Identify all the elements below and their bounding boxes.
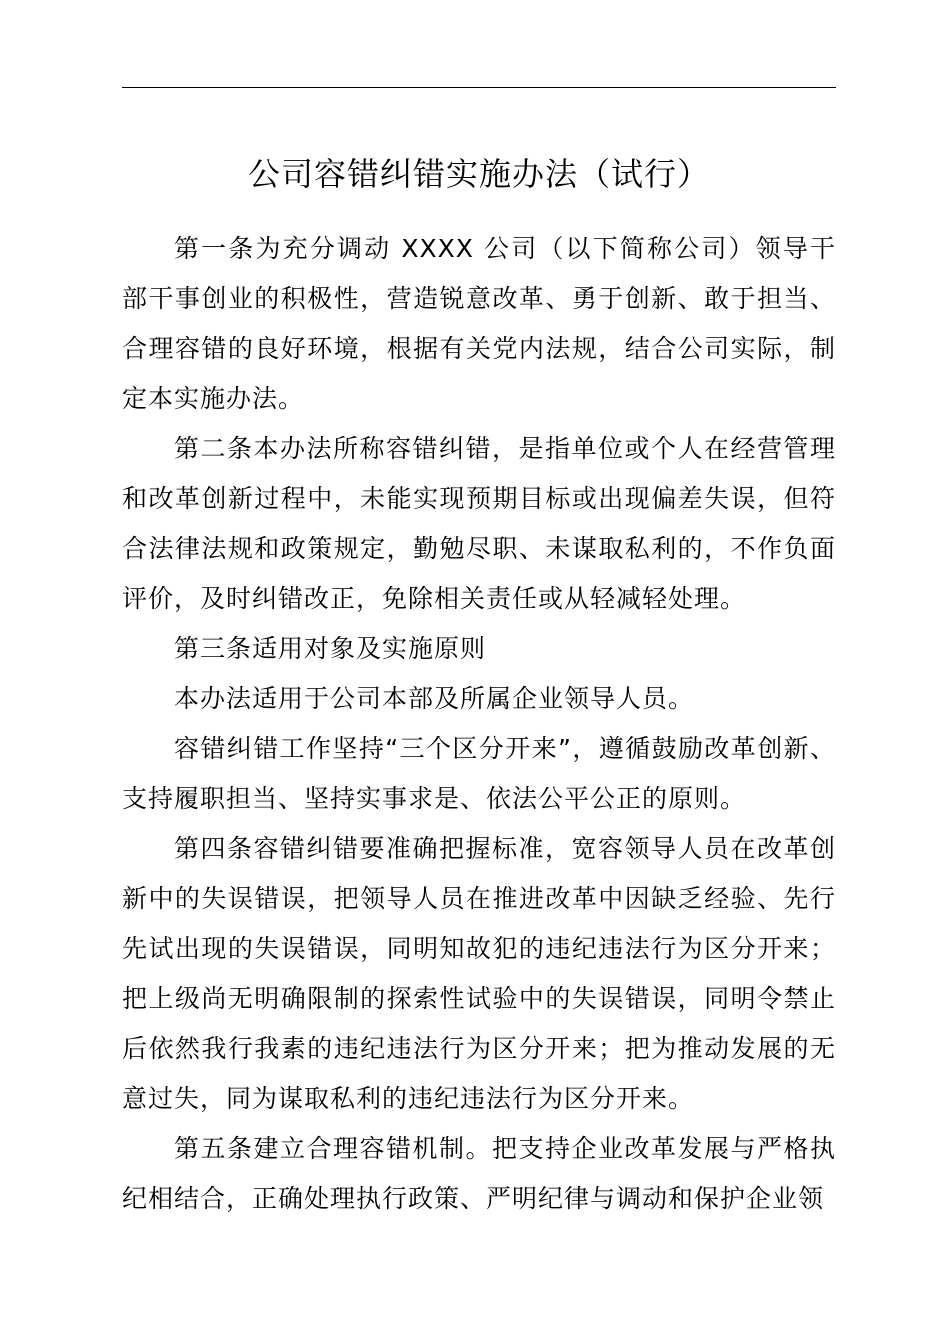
document-title: 公司容错纠错实施办法（试行） <box>247 155 710 193</box>
article-3-principles-paragraph: 容错纠错工作坚持“三个区分开来”，遵循鼓励改革创新、支持履职担当、坚持实事求是、依法公平公正的原则。 <box>122 734 836 813</box>
header-rule <box>122 87 836 88</box>
article-3-scope-paragraph: 本办法适用于公司本部及所属企业领导人员。 <box>174 684 695 713</box>
article-1-paragraph: 第一条为充分调动 XXXX 公司（以下简称公司）领导干部干事创业的积极性，营造锐意改革、勇于创新、敢于担当、合理容错的良好环境，根据有关党内法规，结合公司实际，制定本实施办法。 <box>122 234 836 413</box>
article-4-paragraph: 第四条容错纠错要准确把握标准，宽容领导人员在改革创新中的失误错误，把领导人员在推进改革中因缺乏经验、先行先试出现的失误错误，同明知故犯的违纪违法行为区分开来；把上级尚无明确限制的探索性试验中的失误错误，同明令禁止后依然我行我素的违纪违法行为区分开来；把为推动发展的无意过失，同为谋取私利的违纪违法行为区分开来。 <box>122 834 836 1113</box>
article-2-paragraph: 第二条本办法所称容错纠错，是指单位或个人在经营管理和改革创新过程中，未能实现预期目标或出现偏差失误，但符合法律法规和政策规定，勤勉尽职、未谋取私利的，不作负面评价，及时纠错改正，免除相关责任或从轻减轻处理。 <box>122 434 836 613</box>
document-body <box>122 224 836 1224</box>
article-3-heading: 第三条适用对象及实施原则 <box>174 634 487 663</box>
article-5-paragraph: 第五条建立合理容错机制。把支持企业改革发展与严格执纪相结合，正确处理执行政策、严明纪律与调动和保护企业领 <box>122 1134 836 1213</box>
